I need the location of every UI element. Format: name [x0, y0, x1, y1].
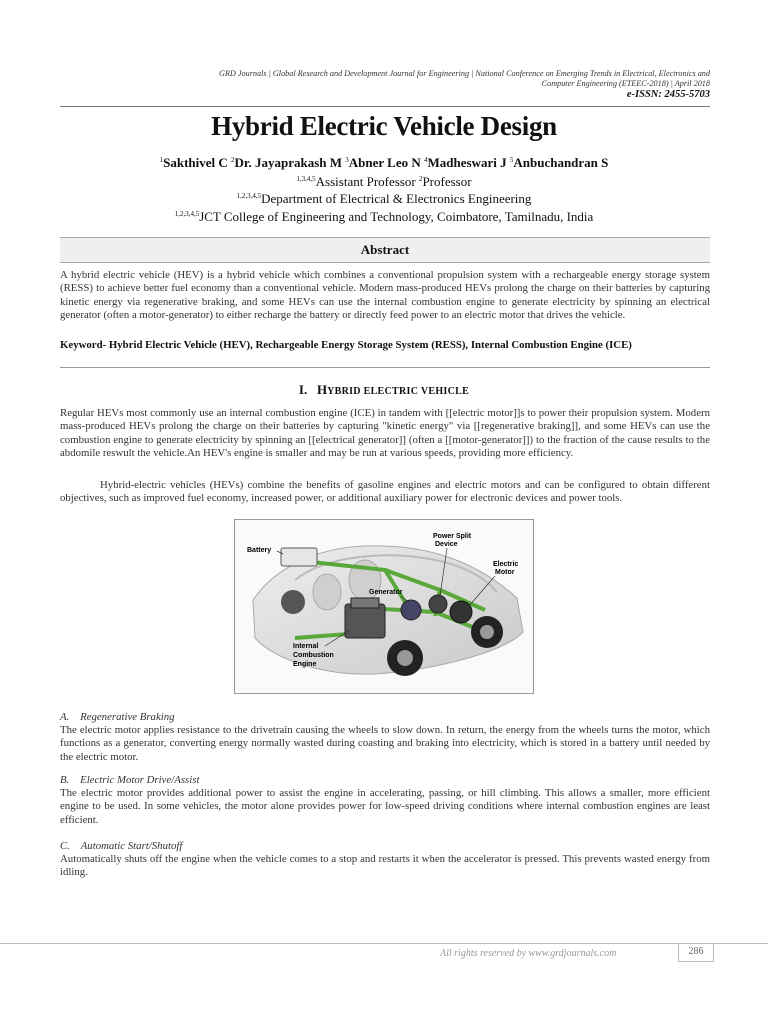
battery-pack	[281, 548, 317, 566]
affiliation-text: Assistant Professor	[315, 174, 419, 189]
affiliation-department	[0, 191, 768, 207]
author-list	[0, 155, 768, 171]
author-number: 1	[159, 156, 164, 164]
author-name: Anbuchandran S	[513, 155, 609, 170]
hev-diagram-figure	[234, 519, 534, 694]
subsection-title: Electric Motor Drive/Assist	[80, 774, 200, 786]
author-name: Madheswari J	[427, 155, 510, 170]
subsection-b-heading	[60, 774, 199, 786]
combustion-engine	[345, 604, 385, 638]
keyword-divider	[60, 367, 710, 368]
issn: e-ISSN: 2455-5703	[626, 89, 710, 100]
generator	[401, 600, 421, 620]
subsection-letter: B.	[60, 774, 70, 786]
author-number: 5	[509, 156, 514, 164]
wheel-hub	[397, 650, 413, 666]
section-paragraph-2: Hybrid-electric vehicles (HEVs) combine the benefits of gasoline engines and electric motors and can be configured to obtain different objectives, such as improved fuel economy, increased power, or additional auxiliary power for electronic devices and power tools.	[60, 479, 710, 505]
affiliation-sup: 2	[418, 175, 423, 183]
affiliation-role	[0, 174, 768, 190]
engine-label-2: Combustion	[293, 652, 334, 659]
wheel-icon	[281, 590, 305, 614]
footer-rights: All rights reserved by www.grdjournals.com	[440, 948, 617, 959]
affiliation-text: Professor	[422, 174, 472, 189]
generator-label: Generator	[369, 589, 403, 596]
section-paragraph-1: Regular HEVs most commonly use an internal combustion engine (ICE) in tandem with [[electric motor]]s to power their propulsion system. Modern mass-produced HEVs prolong the charge on their batteries by capturing "kinetic energy" via [[regenerative braking]], and some HEVs can use the combustion engine to generate electricity by spinning an [[electrical generator]] (often a [[motor-generator]]) to the fraction of the cause results to the abdomile reswult the vehicle.An HEV's engine is smaller and may be run at various speeds, providing more efficiency.	[60, 407, 710, 460]
section-number: I.	[298, 382, 308, 397]
keywords: Keyword- Hybrid Electric Vehicle (HEV), Rechargeable Energy Storage System (RESS), Internal Combustion Engine (ICE)	[60, 339, 632, 351]
page-number: 286	[678, 943, 714, 962]
journal-header-line1: GRD Journals | Global Research and Development Journal for Engineering | National Conference on Emerging Trends in Electrical, Electronics and	[219, 69, 710, 78]
electric-motor	[450, 601, 472, 623]
affiliation-sup: 1,3,4,5	[296, 175, 316, 183]
wheel-hub	[480, 625, 494, 639]
section-title-cap: H	[316, 382, 328, 397]
section-heading	[0, 382, 768, 398]
subsection-letter: C.	[60, 840, 70, 852]
electric-motor-label-1: Electric	[493, 561, 519, 568]
subsection-c-heading	[60, 840, 182, 852]
subsection-a-heading	[60, 711, 175, 723]
engine-label-3: Engine	[293, 661, 317, 668]
abstract-body: A hybrid electric vehicle (HEV) is a hybrid vehicle which combines a conventional propulsion system with a rechargeable energy storage system (RESS) to achieve better fuel economy than a conventional vehicle. Modern mass-produced HEVs prolong the charge on their batteries by capturing kinetic energy via regenerative braking, and some HEVs can use the internal combustion engine to generate electricity by spinning an electrical generator (often a motor-generator) to either recharge the battery or directly feed power to an electric motor that drives the vehicle.	[60, 269, 710, 322]
author-name: Dr. Jayaprakash M	[234, 155, 346, 170]
author-name: Abner Leo N	[348, 155, 425, 170]
affiliation-text: JCT College of Engineering and Technology, Coimbatore, Tamilnadu, India	[199, 209, 594, 224]
footer-divider	[0, 943, 768, 944]
affiliation-text: Department of Electrical & Electronics Engineering	[261, 191, 532, 206]
subsection-title: Automatic Start/Shutoff	[80, 840, 183, 852]
hev-diagram	[235, 520, 533, 693]
subsection-c-body: Automatically shuts off the engine when the vehicle comes to a stop and restarts it when the accelerator is pressed. This prevents wasted energy from idling.	[60, 853, 710, 879]
section-title-rest: YBRID ELECTRIC VEHICLE	[327, 386, 470, 397]
battery-label: Battery	[247, 547, 272, 554]
author-number: 3	[345, 156, 349, 164]
power-split-label-2: Device	[435, 541, 458, 548]
author-name: Sakthivel C	[163, 155, 232, 170]
abstract-heading: Abstract	[60, 237, 710, 263]
journal-header-line2: Computer Engineering (ETEEC-2018) | April 2018	[541, 79, 710, 88]
affiliation-sup: 1,2,3,4,5	[236, 192, 262, 200]
power-split-label-1: Power Split	[433, 533, 472, 540]
subsection-letter: A.	[60, 711, 70, 723]
electric-motor-label-2: Motor	[495, 569, 515, 576]
subsection-a-body: The electric motor applies resistance to the drivetrain causing the wheels to slow down. In return, the energy from the wheels turns the motor, which functions as a generator, converting energy normally wasted during coasting and braking into electricity, which is stored in a battery until needed by the electric motor.	[60, 724, 710, 763]
author-number: 4	[424, 156, 428, 164]
author-number: 2	[231, 156, 235, 164]
subsection-title: Regenerative Braking	[80, 711, 175, 723]
engine-label-1: Internal	[293, 643, 319, 650]
affiliation-sup: 1,2,3,4,5	[174, 210, 200, 218]
paper-title: Hybrid Electric Vehicle Design	[211, 111, 557, 141]
affiliation-college	[0, 209, 768, 225]
subsection-b-body: The electric motor provides additional power to assist the engine in accelerating, passing, or hill climbing. This allows a smaller, more efficient engine to be used. In some vehicles, the motor alone provides power for low-speed driving conditions where internal combustion engines are least efficient.	[60, 787, 710, 826]
power-split-device	[429, 595, 447, 613]
seat-shape	[313, 574, 341, 610]
engine-top	[351, 598, 379, 608]
header-divider	[60, 106, 710, 107]
journal-header	[60, 69, 710, 100]
